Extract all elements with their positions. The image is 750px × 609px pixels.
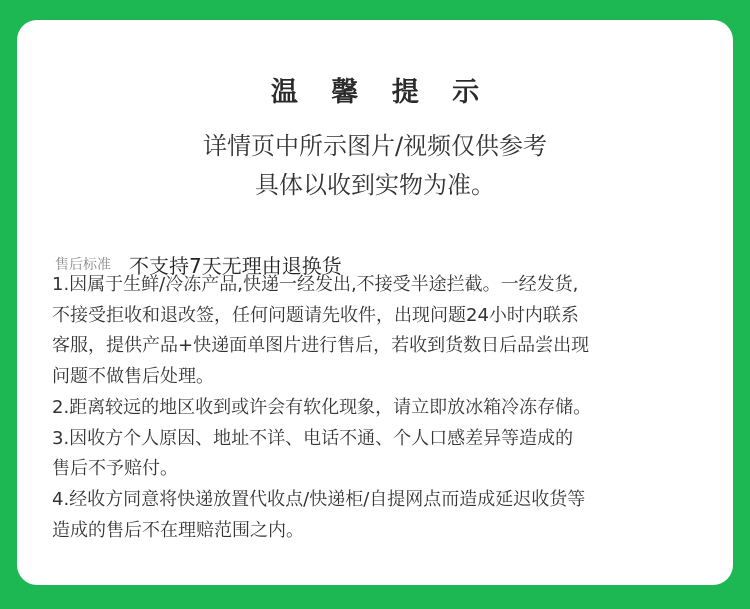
disclaimer-line-1: 详情页中所示图片/视频仅供参考 — [202, 132, 548, 160]
note-line: 售后不予赔付。 — [52, 458, 178, 480]
note-line: 1.因属于生鲜/冷冻产品,快递一经发出,不接受半途拦截。一经发货, — [52, 274, 579, 295]
note-line: 问题不做售后处理。 — [52, 366, 214, 388]
note-line: 3.因收方个人原因、地址不详、电话不通、个人口感差异等造成的 — [52, 427, 574, 449]
policy-value: 不支持7天无理由退换货 — [129, 253, 342, 278]
note-line: 造成的售后不在理赔范围之内。 — [52, 519, 304, 541]
note-line: 客服，提供产品+快递面单图片进行售后，若收到货数日后品尝出现 — [52, 335, 590, 357]
note-line: 不接受拒收和退改签，任何问题请先收件，出现问题24小时内联系 — [52, 304, 579, 326]
disclaimer-line-2: 具体以收到实物为准。 — [255, 171, 495, 199]
policy-label: 售后标准 — [55, 257, 111, 273]
note-line: 2.距离较远的地区收到或许会有软化现象，请立即放冰箱冷冻存储。 — [52, 396, 592, 418]
note-line: 4.经收方同意将快递放置代收点/快递柜/自提网点而造成延迟收货等 — [52, 488, 586, 510]
notes-list — [52, 270, 732, 546]
notice-title: 温 馨 提 示 — [270, 77, 492, 108]
